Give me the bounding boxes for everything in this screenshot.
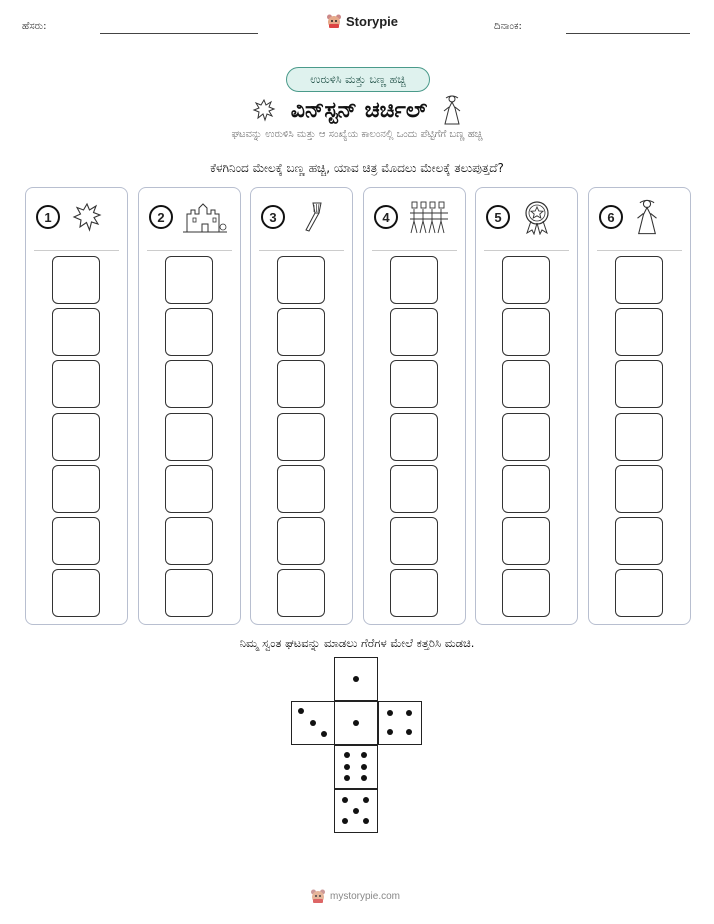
castle-icon: [183, 200, 227, 234]
splat-icon: [70, 200, 104, 234]
die-pip: [344, 764, 350, 770]
column-2: [138, 187, 241, 625]
color-box[interactable]: [502, 256, 550, 304]
column-number: 3: [261, 205, 285, 229]
instructions-text: ಘಟವನ್ನು ಉರುಳಿಸಿ ಮತ್ತು ಆ ಸಂಖ್ಯೆಯ ಕಾಲಂನಲ್ಲಿ ಒಂದು ಪೆಟ್ಟಿಗೆಗೆ ಬಣ್ಣ ಹಚ್ಚಿ: [231, 129, 483, 140]
column-1: [25, 187, 128, 625]
medal-icon: [520, 199, 554, 235]
name-label: ಹೆಸರು:: [22, 21, 47, 32]
bear-logo-icon: [310, 888, 326, 904]
column-divider: [34, 250, 119, 251]
color-box[interactable]: [52, 569, 100, 617]
die-pip: [353, 676, 359, 682]
column-header: [26, 188, 127, 246]
splat-icon: [251, 97, 277, 123]
color-box[interactable]: [52, 360, 100, 408]
column-number: 4: [374, 205, 398, 229]
color-box[interactable]: [277, 360, 325, 408]
die-pip: [363, 797, 369, 803]
paintbrush-icon: [295, 199, 325, 235]
column-divider: [484, 250, 569, 251]
column-header: [251, 188, 352, 246]
color-box[interactable]: [502, 569, 550, 617]
column-divider: [372, 250, 457, 251]
die-pip: [361, 775, 367, 781]
question-text: ಕೆಳಗಿನಿಂದ ಮೇಲಕ್ಕೆ ಬಣ್ಣ ಹಚ್ಚಿ, ಯಾವ ಚಿತ್ರ ಮೊದಲು ಮೇಲಕ್ಕೆ ತಲುಪುತ್ತದೆ?: [210, 161, 504, 175]
color-box[interactable]: [277, 308, 325, 356]
color-box[interactable]: [277, 569, 325, 617]
column-number: 6: [599, 205, 623, 229]
footer: [310, 888, 400, 904]
color-box[interactable]: [52, 256, 100, 304]
die-face-1: [334, 701, 378, 745]
color-box[interactable]: [165, 256, 213, 304]
color-box[interactable]: [165, 517, 213, 565]
color-box[interactable]: [277, 465, 325, 513]
dice-instruction: ನಿಮ್ಮ ಸ್ವಂತ ಘಟವನ್ನು ಮಾಡಲು ಗೆರೆಗಳ ಮೇಲೆ ಕತ್ತರಿಸಿ ಮಡಚಿ.: [239, 636, 475, 650]
brand-logo: [326, 13, 398, 29]
die-pip: [353, 808, 359, 814]
column-divider: [147, 250, 232, 251]
die-face-1: [334, 657, 378, 701]
color-box[interactable]: [502, 308, 550, 356]
die-pip: [344, 775, 350, 781]
die-pip: [342, 818, 348, 824]
date-label: ದಿನಾಂಕ:: [494, 21, 522, 32]
column-number: 5: [486, 205, 510, 229]
color-box[interactable]: [390, 360, 438, 408]
color-box[interactable]: [277, 517, 325, 565]
die-face-6: [334, 745, 378, 789]
column-5: [475, 187, 578, 625]
marching-soldiers-icon: [408, 199, 452, 235]
die-pip: [353, 720, 359, 726]
column-6: [588, 187, 691, 625]
column-3: [250, 187, 353, 625]
die-pip: [361, 764, 367, 770]
color-box[interactable]: [615, 517, 663, 565]
color-box[interactable]: [52, 308, 100, 356]
color-box[interactable]: [390, 256, 438, 304]
die-pip: [387, 729, 393, 735]
color-box[interactable]: [52, 413, 100, 461]
color-box[interactable]: [502, 413, 550, 461]
color-box[interactable]: [615, 360, 663, 408]
column-header: [589, 188, 690, 246]
color-box[interactable]: [277, 256, 325, 304]
footer-url[interactable]: mystorypie.com: [330, 890, 401, 902]
page-title-row: [150, 93, 564, 127]
color-box[interactable]: [165, 360, 213, 408]
die-pip: [387, 710, 393, 716]
lady-in-gown-icon: [441, 94, 463, 126]
lady-in-gown-icon: [633, 198, 661, 236]
die-pip: [321, 731, 327, 737]
name-line: [100, 33, 258, 34]
color-box[interactable]: [390, 465, 438, 513]
color-box[interactable]: [390, 517, 438, 565]
color-box[interactable]: [615, 465, 663, 513]
color-box[interactable]: [165, 465, 213, 513]
column-number: 2: [149, 205, 173, 229]
die-pip: [342, 797, 348, 803]
date-line: [566, 33, 690, 34]
column-divider: [597, 250, 682, 251]
activity-badge: ಉರುಳಿಸಿ ಮತ್ತು ಬಣ್ಣ ಹಚ್ಚಿ: [286, 67, 430, 92]
color-box[interactable]: [277, 413, 325, 461]
color-box[interactable]: [502, 517, 550, 565]
column-header: [364, 188, 465, 246]
color-box[interactable]: [52, 517, 100, 565]
color-box[interactable]: [165, 413, 213, 461]
brand-name: Storypie: [346, 13, 399, 29]
column-number: 1: [36, 205, 60, 229]
die-pip: [310, 720, 316, 726]
die-pip: [406, 710, 412, 716]
color-box[interactable]: [502, 465, 550, 513]
column-header: [139, 188, 240, 246]
die-face-3: [291, 701, 335, 745]
page-title: ವಿನ್‌ಸ್ಟನ್ ಚರ್ಚಿಲ್: [290, 97, 428, 123]
color-box[interactable]: [615, 569, 663, 617]
color-box[interactable]: [615, 413, 663, 461]
die-pip: [406, 729, 412, 735]
color-box[interactable]: [165, 569, 213, 617]
die-pip: [344, 752, 350, 758]
bear-logo-icon: [326, 13, 342, 29]
color-box[interactable]: [52, 465, 100, 513]
die-pip: [363, 818, 369, 824]
color-box[interactable]: [615, 256, 663, 304]
die-pip: [361, 752, 367, 758]
color-box[interactable]: [502, 360, 550, 408]
die-face-5: [334, 789, 378, 833]
column-divider: [259, 250, 344, 251]
color-box[interactable]: [165, 308, 213, 356]
color-box[interactable]: [615, 308, 663, 356]
color-box[interactable]: [390, 569, 438, 617]
column-header: [476, 188, 577, 246]
color-box[interactable]: [390, 308, 438, 356]
color-box[interactable]: [390, 413, 438, 461]
column-4: [363, 187, 466, 625]
die-pip: [298, 708, 304, 714]
die-face-4: [378, 701, 422, 745]
